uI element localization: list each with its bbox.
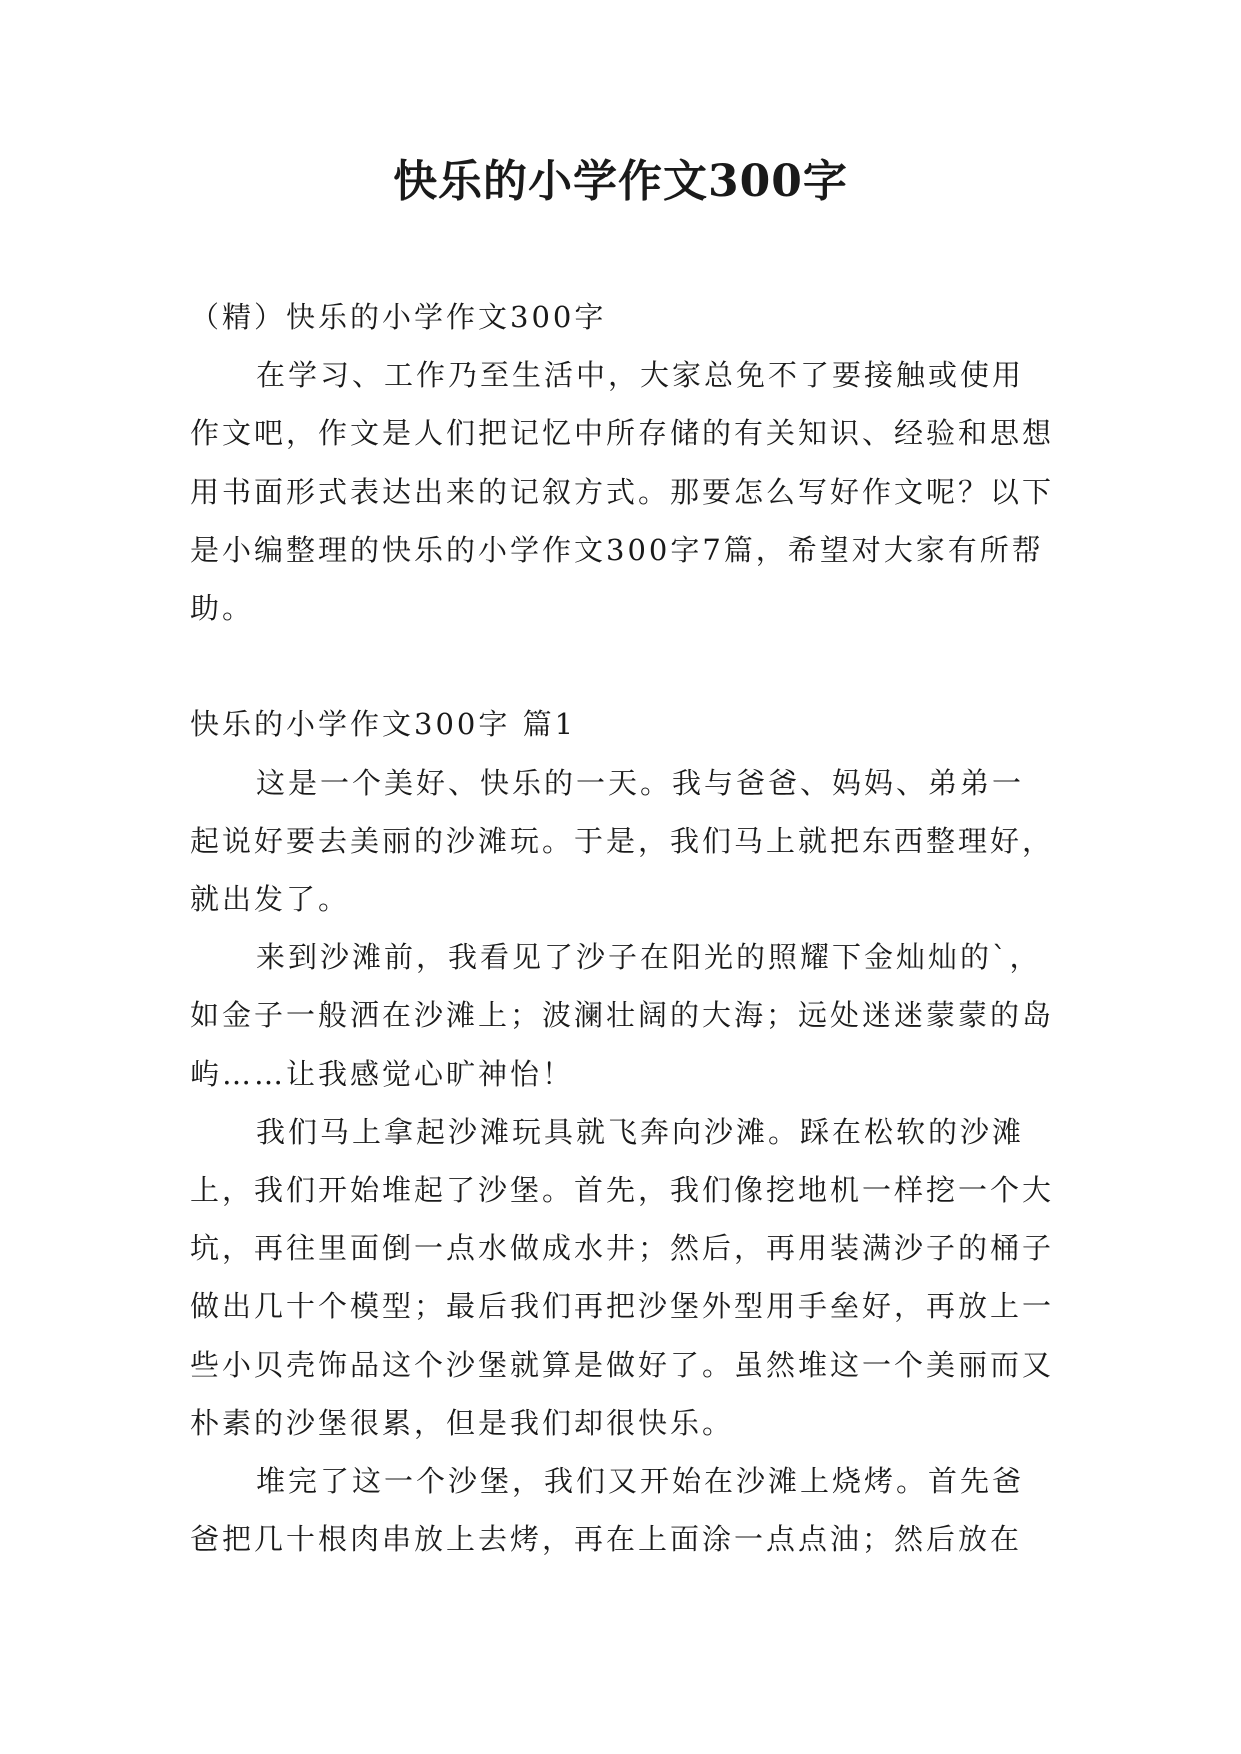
document-subtitle: （精）快乐的小学作文300字 [190, 300, 607, 334]
essay-paragraph-3: 我们马上拿起沙滩玩具就飞奔向沙滩。踩在松软的沙滩上，我们开始堆起了沙堡。首先，我们像挖地机一样挖一个大坑，再往里面倒一点水做成水井；然后，再用装满沙子的桶子做出几十个模型；最后我们再把沙堡外型用手垒好，再放上一些小贝壳饰品这个沙堡就算是做好了。虽然堆这一个美丽而又朴素的沙堡很累，但是我们却很快乐。 [190, 1114, 1055, 1440]
intro-paragraph: 在学习、工作乃至生活中，大家总免不了要接触或使用作文吧，作文是人们把记忆中所存储的有关知识、经验和思想用书面形式表达出来的记叙方式。那要怎么写好作文呢？以下是小编整理的快乐的小学作文300字7篇，希望对大家有所帮助。 [190, 358, 1055, 626]
essay-paragraph-4: 堆完了这一个沙堡，我们又开始在沙滩上烧烤。首先爸爸把几十根肉串放上去烤，再在上面涂一点点油；然后放在 [190, 1464, 1025, 1557]
essay-paragraph-2: 来到沙滩前，我看见了沙子在阳光的照耀下金灿灿的`，如金子一般洒在沙滩上；波澜壮阔的大海；远处迷迷蒙蒙的岛屿……让我感觉心旷神怡！ [190, 940, 1055, 1091]
section-heading: 快乐的小学作文300字 篇1 [190, 707, 577, 742]
essay-paragraph-1: 这是一个美好、快乐的一天。我与爸爸、妈妈、弟弟一起说好要去美丽的沙滩玩。于是，我们马上就把东西整理好，就出发了。 [190, 765, 1055, 917]
document-title: 快乐的小学作文300字 [393, 156, 848, 207]
document-body [190, 288, 1055, 1568]
section-spacer [190, 637, 1055, 695]
